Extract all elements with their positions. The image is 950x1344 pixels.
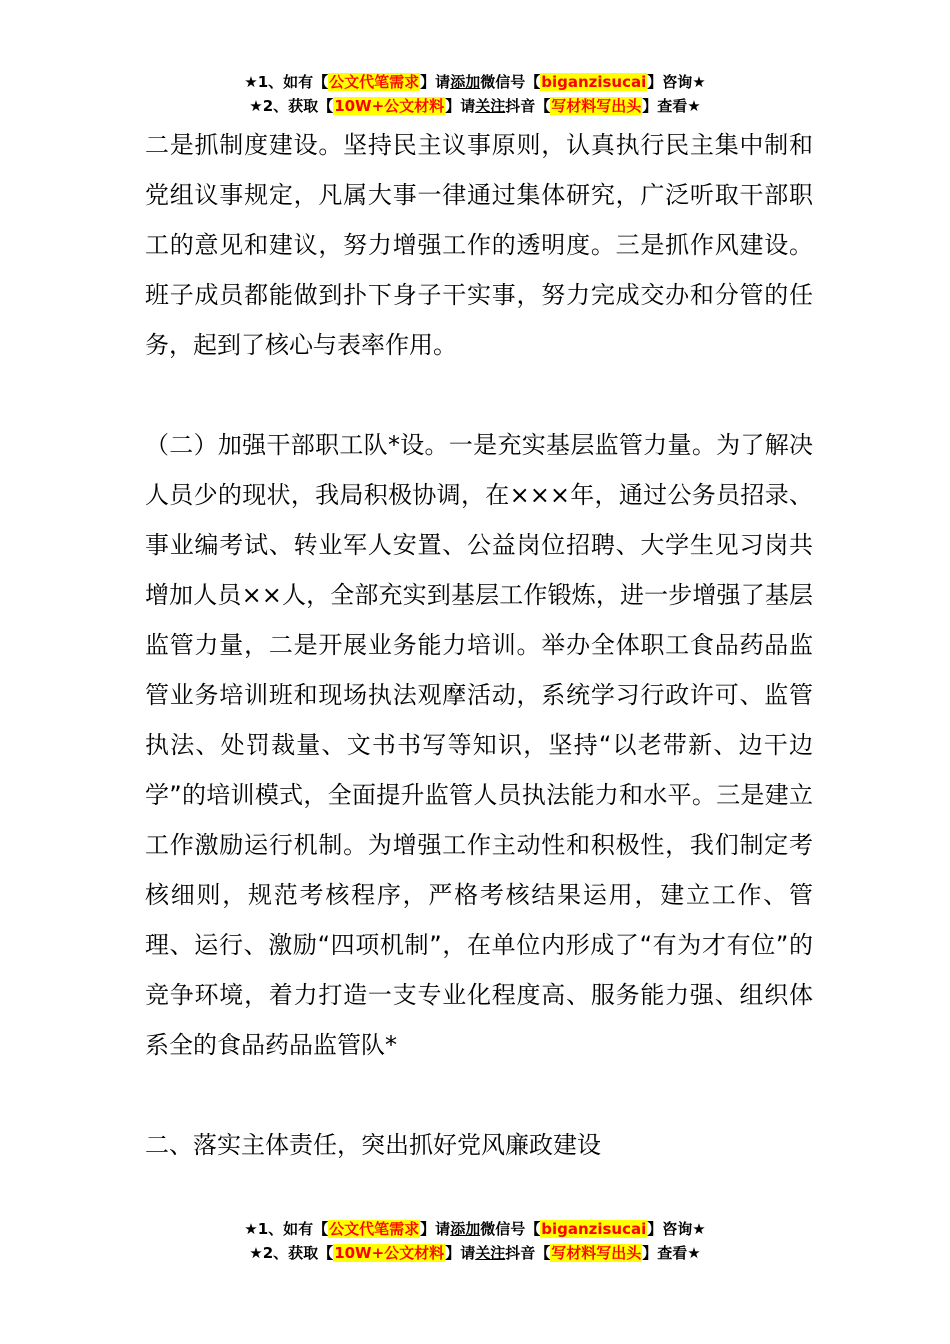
banner-underline: 添加 [450,73,481,91]
banner-underline: 添加 [450,1220,481,1238]
document-body [145,120,813,1170]
banner-text: 微信号【 [480,73,541,91]
paragraph: （二）加强干部职工队*设。一是充实基层监管力量。为了解决人员少的现状，我局积极协调，在×××年，通过公务员招录、事业编考试、转业军人安置、公益岗位招聘、大学生见习岗共增加人员××人，全部充实到基层工作锻炼，进一步增强了基层监管力量，二是开展业务能力培训。举办全体职工食品药品监管业务培训班和现场执法观摩活动，系统学习行政许可、监管执法、处罚裁量、文书书写等知识，坚持“以老带新、边干边学”的培训模式，全面提升监管人员执法能力和水平。三是建立工作激励运行机制。为增强工作主动性和积极性，我们制定考核细则，规范考核程序，严格考核结果运用，建立工作、管理、运行、激励“四项机制”，在单位内形成了“有为才有位”的竞争环境，着力打造一支专业化程度高、服务能力强、组织体系全的食品药品监管队* [145,431,813,1059]
banner-line-2 [0,1241,950,1265]
banner-highlight: 10W+公文材料 [334,97,445,115]
banner-text: 抖音【 [505,1244,551,1262]
paragraph-gap [145,1070,813,1120]
banner-text: ★2、获取【 [249,1244,334,1262]
banner-underline: 关注 [475,97,506,115]
banner-highlight: 写材料写出头 [551,1244,642,1262]
banner-highlight: biganzisucai [541,73,647,91]
banner-highlight: 公文代笔需求 [329,73,420,91]
banner-highlight: 10W+公文材料 [334,1244,445,1262]
banner-text: 】查看★ [642,1244,701,1262]
footer-banner [0,1217,950,1265]
banner-text: 】请 [420,1220,451,1238]
banner-text: 】咨询★ [647,73,706,91]
banner-text: ★2、获取【 [249,97,334,115]
banner-text: 微信号【 [480,1220,541,1238]
banner-text: 】请 [445,1244,476,1262]
banner-text: ★1、如有【 [244,73,329,91]
paragraph: 二是抓制度建设。坚持民主议事原则，认真执行民主集中制和党组议事规定，凡属大事一律通过集体研究，广泛听取干部职工的意见和建议，努力增强工作的透明度。三是抓作风建设。班子成员都能做到扑下身子干实事，努力完成交办和分管的任务，起到了核心与表率作用。 [145,131,813,359]
section-heading: 二、落实主体责任，突出抓好党风廉政建设 [145,1131,601,1159]
banner-highlight: 写材料写出头 [551,97,642,115]
banner-underline: 关注 [475,1244,506,1262]
banner-text: 】请 [445,97,476,115]
banner-highlight: biganzisucai [541,1220,647,1238]
banner-line-2 [0,94,950,118]
paragraph-gap [145,370,813,420]
banner-text: 抖音【 [505,97,551,115]
banner-text: 】咨询★ [647,1220,706,1238]
header-banner [0,70,950,118]
banner-text: 】查看★ [642,97,701,115]
banner-highlight: 公文代笔需求 [329,1220,420,1238]
banner-text: ★1、如有【 [244,1220,329,1238]
banner-text: 】请 [420,73,451,91]
banner-line-1 [0,70,950,94]
banner-line-1 [0,1217,950,1241]
